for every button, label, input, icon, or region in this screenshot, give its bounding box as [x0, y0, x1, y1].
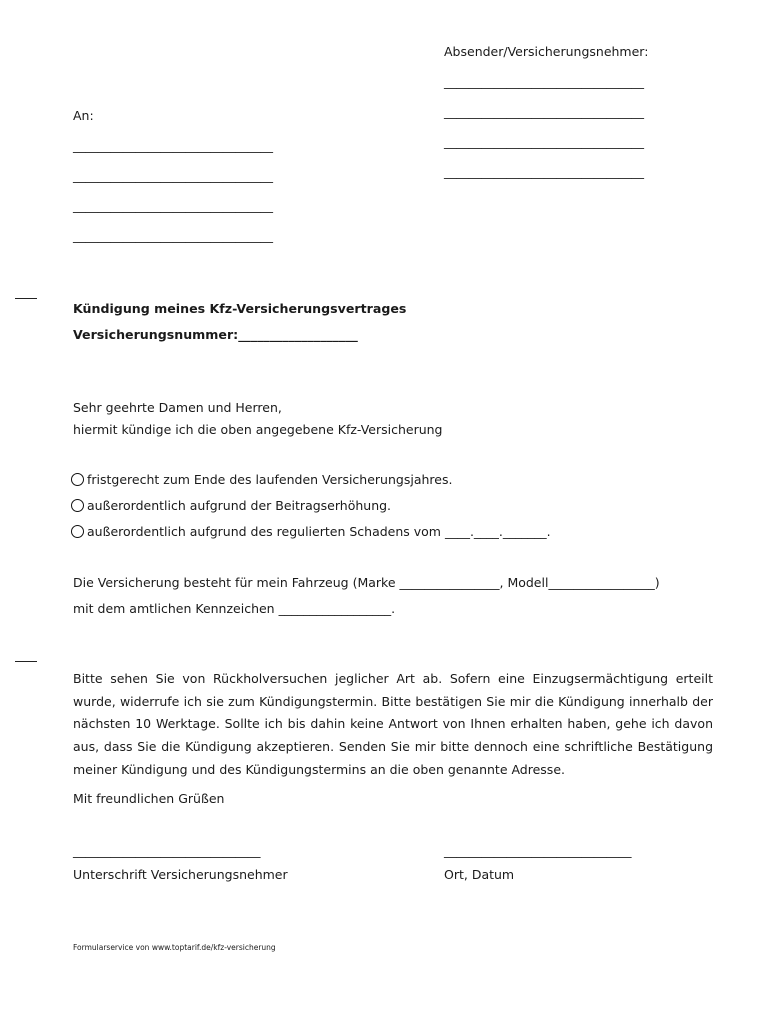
body-paragraph: Bitte sehen Sie von Rückholversuchen jeglicher Art ab. Sofern eine Einzugsermächtigung erteilt wurde, widerrufe ich sie zum Kündigungstermin. Bitte bestätigen Sie mir die Kündigung innerhalb der nächsten 10 Werktage. Sollte ich bis dahin keine Antwort von Ihnen erhalten haben, gehe ich davon aus, dass Sie die Kündigung akzeptieren. Senden Sie mir bitte dennoch eine schriftliche Bestätigung meiner Kündigung und des Kündigungstermins an die oben genannte Adresse.: [73, 671, 713, 777]
recipient-line-3[interactable]: ________________________________: [73, 198, 273, 213]
sender-line-2[interactable]: ________________________________: [444, 104, 644, 119]
option-fristgerecht[interactable]: [71, 472, 452, 487]
footer-note: Formularservice von www.toptarif.de/kfz-versicherung: [73, 943, 276, 952]
sender-line-4[interactable]: ________________________________: [444, 164, 644, 179]
option-label: außerordentlich aufgrund der Beitragserhöhung.: [87, 498, 392, 513]
signature-line[interactable]: ______________________________: [73, 843, 261, 858]
policy-number-field[interactable]: Versicherungsnummer:___________________: [73, 327, 358, 342]
sender-label: Absender/Versicherungsnehmer:: [444, 44, 649, 59]
vehicle-line-2[interactable]: mit dem amtlichen Kennzeichen __________________.: [73, 601, 396, 616]
vehicle-line-1[interactable]: Die Versicherung besteht für mein Fahrzeug (Marke ________________, Modell_________________): [73, 575, 660, 590]
radio-circle-icon[interactable]: [71, 525, 84, 538]
closing: Mit freundlichen Grüßen: [73, 791, 225, 806]
option-label: fristgerecht zum Ende des laufenden Versicherungsjahres.: [87, 472, 453, 487]
radio-circle-icon[interactable]: [71, 473, 84, 486]
signature-label: Unterschrift Versicherungsnehmer: [73, 867, 288, 882]
place-date-line[interactable]: ______________________________: [444, 843, 632, 858]
fold-mark-top: [15, 298, 37, 299]
place-date-label: Ort, Datum: [444, 867, 515, 882]
radio-circle-icon[interactable]: [71, 499, 84, 512]
option-schaden[interactable]: [71, 524, 551, 539]
option-label: außerordentlich aufgrund des regulierten Schadens vom ____.____._______.: [87, 524, 551, 539]
salutation: Sehr geehrte Damen und Herren,: [73, 400, 282, 415]
sender-line-3[interactable]: ________________________________: [444, 134, 644, 149]
sender-line-1[interactable]: ________________________________: [444, 74, 644, 89]
fold-mark-bottom: [15, 661, 37, 662]
recipient-line-4[interactable]: ________________________________: [73, 228, 273, 243]
recipient-label: An:: [73, 108, 94, 123]
recipient-line-1[interactable]: ________________________________: [73, 138, 273, 153]
intro-text: hiermit kündige ich die oben angegebene Kfz-Versicherung: [73, 422, 443, 437]
option-beitragserhoehung[interactable]: [71, 498, 391, 513]
recipient-line-2[interactable]: ________________________________: [73, 168, 273, 183]
subject-title: Kündigung meines Kfz-Versicherungsvertrages: [73, 301, 407, 316]
